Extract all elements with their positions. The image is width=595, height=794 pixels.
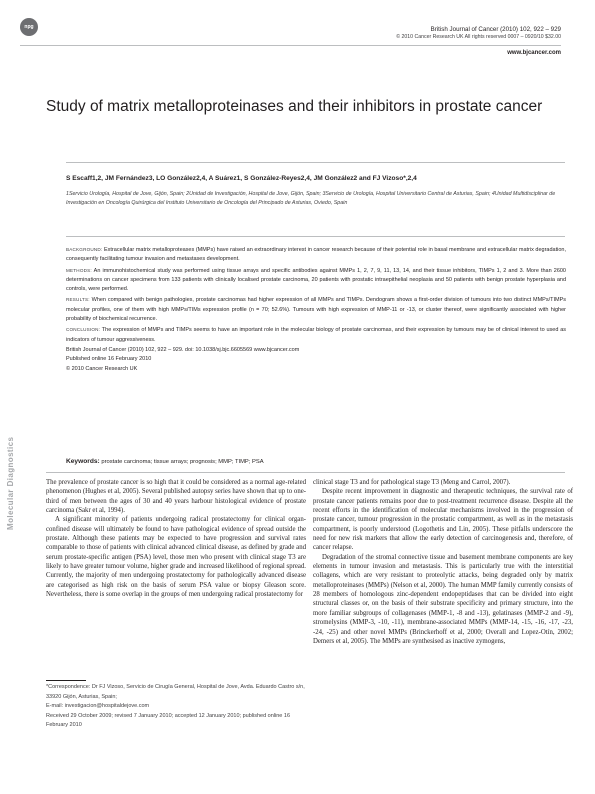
correspondence-email[interactable]: E-mail: investigacion@hospitaldejove.com bbox=[46, 703, 150, 710]
abstract bbox=[66, 245, 566, 374]
footnote bbox=[46, 683, 306, 731]
header-divider bbox=[20, 45, 561, 46]
body-paragraph: Despite recent improvement in diagnostic and therapeutic techniques, the survival rate of prostate cancer patients remains poor due to post-treatment recurrence disease. Despite all the recent efforts in the identification of molecular mechanisms involved in the progression of prostate cancer, tumour progression in the prostatic compartment, as well as in the metastasis compartment, is poorly understood (Logothetis and Lin, 2005). These pitfalls underscore the need for new risk markers that allow the early detection of carcinogenesis and, therefore, of cancer relapse. bbox=[313, 488, 573, 552]
body-paragraph: Degradation of the stromal connective tissue and basement membrane components are key elements in tumour invasion and metastasis. This is particularly true with the interstitial collagens, which are very resistant to proteolytic attacks, being degraded only by matrix metalloproteinases (MMPs) (Nelson et al, 2000). The human MMP family currently consists of 28 members of homologous zinc-dependent endopeptidases that can be divided into eight structural classes or, on the basis of their substrate specificity and primary structure, into the more familiar subgroups of collagenases (MMP-1, -8 and -13), gelatinases (MMP-2 and -9), stromelysins (MMP-3, -10, -11), membrane-associated MMPs (MMP-14, -15, -16, -17, -23, -24, -25) and other novel MMPs (Brinckerhoff et al, 2000; Overall and Lopez-Otín, 2002; Demers et al, 2005). The MMPs are synthesised as inactive zymogens, bbox=[313, 553, 573, 645]
conclusion-label: CONCLUSION: bbox=[66, 327, 101, 333]
abstract-results bbox=[66, 295, 566, 324]
body-divider bbox=[46, 472, 565, 473]
journal-website-link[interactable]: www.bjcancer.com bbox=[507, 50, 561, 56]
abstract-divider bbox=[66, 236, 565, 237]
background-text: Extracellular matrix metalloproteases (MMPs) have raised an extraordinary interest in cancer research because of their potential role in basal membrane and extracellular matrix degradation, consequently facilitating tumour invasion and metastases development. bbox=[66, 247, 566, 263]
article-title: Study of matrix metalloproteinases and their inhibitors in prostate cancer bbox=[46, 98, 543, 115]
keywords bbox=[66, 458, 566, 465]
keywords-label: Keywords: bbox=[66, 458, 100, 465]
methods-label: METHODS: bbox=[66, 267, 92, 273]
body-left-column bbox=[46, 478, 306, 599]
background-label: BACKGROUND: bbox=[66, 247, 103, 252]
body-paragraph: The prevalence of prostate cancer is so high that it could be considered as a normal age-related phenomenon (Hughes et al, 2005). Several published autopsy series have shown that up to one-third of men between the ages of 30 and 40 years harbour histological evidence of prostate carcinoma (Sakr et al, 1994). bbox=[46, 479, 306, 515]
footnote-divider bbox=[46, 680, 86, 681]
body-paragraph: A significant minority of patients undergoing radical prostatectomy for clinical organ-confined disease will ultimately be found to have pathological evidence of spread outside the prostate. Although these patients may be expected to have progression and survival rates comparable to those of patients with clinical advanced clinical disease, as defined by grade and serum prostate-specific antigen (PSA) level, those men who present with clinical stage T3 are likely to have greater tumour volume, higher grade and increased likelihood of regional spread. Currently, the majority of men undergoing prostatectomy for pathologically advanced disease are categorised as high risk on the basis of serum PSA value or biopsy Gleason score. Nevertheless, there is some overlap in the groups of men undergoing radical prostatectomy for bbox=[46, 516, 306, 599]
npg-logo: npg bbox=[20, 18, 38, 36]
published-date: Published online 16 February 2010 bbox=[66, 356, 152, 363]
abstract-copyright: © 2010 Cancer Research UK bbox=[66, 365, 138, 372]
affiliations: 1Servicio Urología, Hospital de Jove, Gijón, Spain; 2Unidad de Investigación, Hospital de Jove, Gijón, Spain; 3Servicio de Urología, Hospital Universitario Central de Asturias, Spain; 4Unidad Multidisciplinar de Investigación en Oncología Quirúrgica del Instituto Universitario de Oncología del Principado de Asturias, Oviedo, Spain bbox=[66, 191, 556, 206]
journal-citation-header: British Journal of Cancer (2010) 102, 922 – 929 bbox=[430, 26, 561, 33]
results-text: When compared with benign pathologies, prostate carcinomas had higher expression of all MMPs and TIMPs. Dendogram shows a first-order division of tumours into two distinct MMPs/TIMPs molecular profiles, one of them with high MMPs/TIMs expression profile (n = 70; 52.6%). Tumours with high expression of MMP-11 or -13, or cluster thereof, were significantly associated with higher probability of biochemical recurrence. bbox=[66, 297, 566, 323]
methods-text: An immunohistochemical study was performed using tissue arrays and specific antibodies against MMPs 1, 2, 7, 9, 11, 13, 14, and their tissue inhibitors, TIMPs 1, 2 and 3. More than 2600 determinations on cancer specimens from 133 patients with clinically localised prostate carcinoma, 20 patients with prostatic intraepithelial neoplasia and 50 patients with benign prostate hyperplasia and controls, were performed. bbox=[66, 267, 566, 293]
body-paragraph: clinical stage T3 and for pathological stage T3 (Meng and Carrol, 2007). bbox=[313, 479, 511, 486]
article-doi-citation[interactable]: British Journal of Cancer (2010) 102, 922 – 929. doi: 10.1038/sj.bjc.6605569 www.bjcancer.com bbox=[66, 346, 300, 353]
copyright-header: © 2010 Cancer Research UK All rights reserved 0007 – 0920/10 $32.00 bbox=[396, 34, 561, 40]
body-right-column bbox=[313, 478, 573, 646]
keywords-text: prostate carcinoma; tissue arrays; prognosis; MMP; TIMP; PSA bbox=[101, 459, 264, 465]
title-divider bbox=[66, 162, 565, 163]
results-label: RESULTS: bbox=[66, 297, 90, 303]
section-sidebar-label: Molecular Diagnostics bbox=[6, 436, 15, 530]
conclusion-text: The expression of MMPs and TIMPs seems to have an important role in the molecular biology of prostate carcinomas, and their expression by tumours may be of clinical interest to used as indicators of tumour aggressiveness. bbox=[66, 327, 566, 343]
manuscript-dates: Received 29 October 2009; revised 7 January 2010; accepted 12 January 2010; published online 16 February 2010 bbox=[46, 712, 291, 729]
abstract-conclusion bbox=[66, 325, 566, 345]
abstract-methods bbox=[66, 266, 566, 295]
correspondence-note: *Correspondence: Dr FJ Vizoso, Servicio de Cirugía General, Hospital de Jove, Avda. Eduardo Castro s/n, 33920 Gijón, Asturias, Spain; bbox=[46, 684, 305, 700]
author-list: S Escaff1,2, JM Fernández3, LO González2,4, A Suárez1, S González-Reyes2,4, JM González2 and FJ Vizoso*,2,4 bbox=[66, 175, 417, 182]
abstract-background bbox=[66, 245, 566, 265]
